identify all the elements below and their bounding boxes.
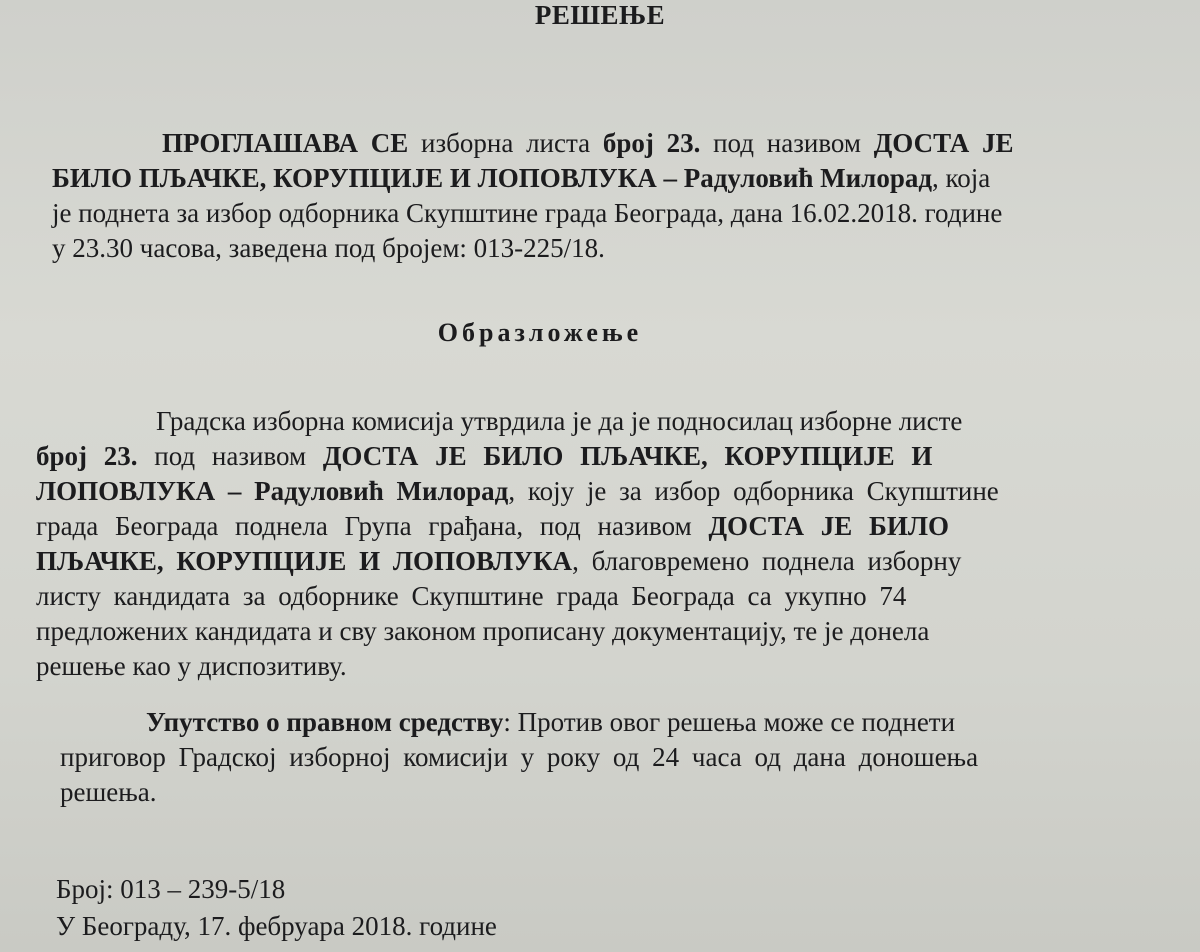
explanation-line-1: Градска изборна комисија утврдила је да је подносилац изборне листе: [156, 406, 963, 436]
explanation-line-2: број 23. под називом ДОСТА ЈЕ БИЛО ПЉАЧКЕ, КОРУПЦИЈЕ И: [36, 441, 933, 471]
document-title: РЕШЕЊЕ: [534, 0, 666, 30]
explanation-line-3: ЛОПОВЛУКА – Радуловић Милорад, коју је за избор одборника Скупштине: [36, 476, 999, 506]
legal-remedy-line-1: Упутство о правном средству: Против овог решења може се поднети: [146, 707, 956, 737]
document-place-date: У Београду, 17. фебруара 2018. године: [56, 911, 497, 941]
explanation-paragraph: [36, 404, 1038, 684]
explanation-line-7: предложених кандидата и сву законом прописану документацију, те је донела: [36, 616, 930, 646]
decision-line-4: у 23.30 часова, заведена под бројем: 013-225/18.: [52, 233, 605, 263]
document-number: Број: 013 – 239-5/18: [56, 874, 286, 904]
explanation-line-5: ПЉАЧКЕ, КОРУПЦИЈЕ И ЛОПОВЛУКА, благовремено поднела изборну: [36, 546, 962, 576]
decision-paragraph: [52, 126, 1062, 266]
decision-line-2: БИЛО ПЉАЧКЕ, КОРУПЦИЈЕ И ЛОПОВЛУКА – Радуловић Милорад, која: [52, 163, 991, 193]
explanation-line-8: решење као у диспозитиву.: [36, 651, 347, 681]
decision-line-1: ПРОГЛАШАВА СЕ изборна листа број 23. под називом ДОСТА ЈЕ: [162, 128, 1014, 158]
explanation-line-4: града Београда поднела Група грађана, под називом ДОСТА ЈЕ БИЛО: [36, 511, 949, 541]
decision-proclaim: ПРОГЛАШАВА СЕ: [162, 128, 409, 158]
legal-remedy-paragraph: [60, 705, 1060, 810]
decision-line-3: је поднета за избор одборника Скупштине града Београда, дана 16.02.2018. године: [52, 198, 1003, 228]
legal-remedy-line-2: приговор Градској изборној комисији у року од 24 часа од дана доношења: [60, 742, 979, 772]
section-heading: Образложење: [437, 318, 643, 347]
legal-remedy-line-3: решења.: [60, 777, 157, 807]
explanation-line-6: листу кандидата за одборнике Скупштине града Београда са укупно 74: [36, 581, 907, 611]
